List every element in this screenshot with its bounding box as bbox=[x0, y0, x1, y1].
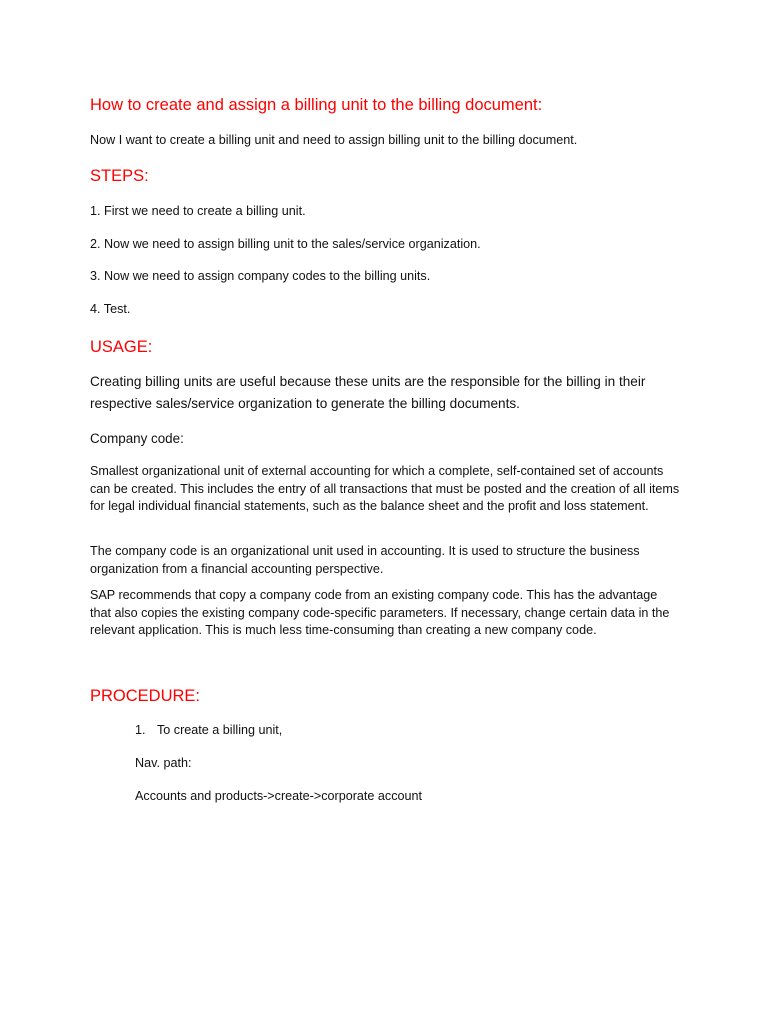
usage-text: Creating billing units are useful because these units are the responsible for the billing in their respective sales/service organization to generate the billing documents. bbox=[90, 374, 646, 411]
intro-text: Now I want to create a billing unit and need to assign billing unit to the billing document. bbox=[90, 133, 578, 147]
document-title: How to create and assign a billing unit to the billing document: bbox=[90, 96, 543, 114]
usage-heading: USAGE: bbox=[90, 338, 153, 356]
procedure-item-text: To create a billing unit, bbox=[157, 723, 283, 737]
procedure-heading: PROCEDURE: bbox=[90, 687, 201, 705]
company-code-paragraph: The company code is an organizational unit used in accounting. It is used to structure the business organization from a financial accounting perspective. bbox=[90, 544, 640, 576]
company-code-paragraph: SAP recommends that copy a company code from an existing company code. This has the advantage that also copies the existing company code-specific parameters. If necessary, change certain data in the relevant application. This is much less time-consuming than creating a new company code. bbox=[90, 588, 670, 638]
procedure-item bbox=[135, 722, 282, 739]
company-code-label: Company code: bbox=[90, 431, 184, 446]
steps-heading: STEPS: bbox=[90, 167, 149, 185]
step-item: 4. Test. bbox=[90, 302, 131, 316]
procedure-item-number: 1. bbox=[135, 723, 146, 737]
nav-path-label: Nav. path: bbox=[135, 756, 192, 770]
nav-path: Accounts and products->create->corporate account bbox=[135, 789, 423, 803]
step-item: 3. Now we need to assign company codes to the billing units. bbox=[90, 269, 431, 283]
step-item: 1. First we need to create a billing unit. bbox=[90, 204, 306, 218]
company-code-paragraph: Smallest organizational unit of external accounting for which a complete, self-contained set of accounts can be created. This includes the entry of all transactions that must be posted and the creation of all items for legal individual financial statements, such as the balance sheet and the profit and loss statement. bbox=[90, 464, 680, 514]
step-item: 2. Now we need to assign billing unit to the sales/service organization. bbox=[90, 237, 481, 251]
